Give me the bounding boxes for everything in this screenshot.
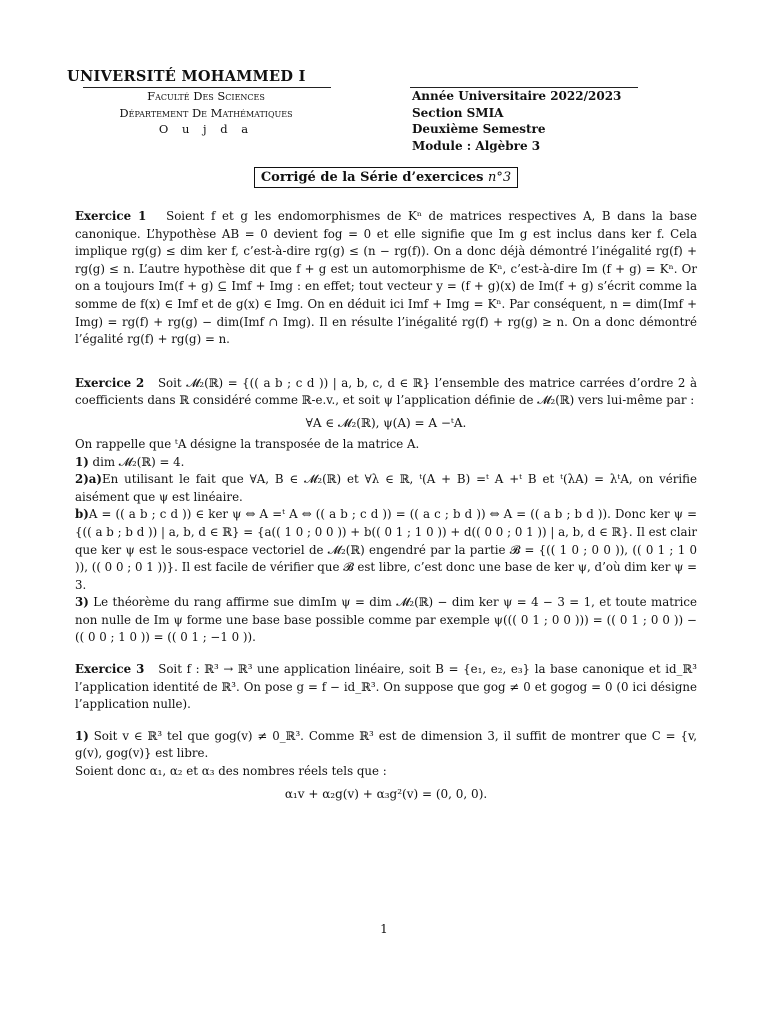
q2a-text: En utilisant le fait que ∀A, B ∈ 𝓜₂(ℝ) et ∀λ ∈ ℝ, ᵗ(A + B) =ᵗ A +ᵗ B et ᵗ(λA) = λᵗA, on vérifie aisément que ψ est linéaire. (75, 472, 697, 504)
exercise-3-q1b: Soient donc α₁, α₂ et α₃ des nombres réels tels que : (75, 764, 387, 779)
semester: Deuxième Semestre (412, 122, 546, 136)
exercise-3-intro-text: Soit f : ℝ³ → ℝ³ une application linéaire, soit B = {e₁, e₂, e₃} la base canonique et id_ℝ³ l’application identité de ℝ³. On pose g = f − id_ℝ³. On suppose que gog ≠ 0 et gogog = 0 (0 ici désigne l’application nulle). (75, 662, 697, 712)
exercise-3-equation: α₁v + α₂g(v) + α₃g²(v) = (0, 0, 0). (284, 786, 488, 801)
q1-label: 1) (75, 454, 89, 469)
exercise-2-recall: On rappelle que ᵗA désigne la transposée de la matrice A. (75, 436, 420, 451)
exercise-2-heading: Exercice 2 (75, 375, 145, 390)
q2b-text: A = (( a b ; c d )) ∈ ker ψ ⇔ A =ᵗ A ⇔ (( a b ; c d )) = (( a c ; b d )) ⇔ A = (( a b ; b d )). Donc ker ψ = {(( a b ; b d )) | a, b, d ∈ ℝ} = {a(( 1 0 ; 0 0 )) + b(( 0 1 ; 1 0 )) + d(( 0 0 ; 0 1 )) | a, b, d ∈ ℝ}. Il est clair que ker ψ est le sous-espace vectoriel de 𝓜₂(ℝ) engendré par la partie 𝓑 = {(( 1 0 ; 0 0 )), (( 0 1 ; 1 0 )), (( 0 0 ; 0 1 ))}. Il est facile de vérifier que 𝓑 est libre, c’est donc une base de ker ψ, d’où dim ker ψ = 3. (75, 507, 697, 592)
exercise-3-q1 (75, 728, 697, 763)
exercise-2-q2a (75, 471, 697, 506)
city-name: O u j d a (158, 122, 254, 136)
q3-label: 3) (75, 595, 89, 610)
ex3-q1-text: Soit v ∈ ℝ³ tel que gog(v) ≠ 0_ℝ³. Comme ℝ³ est de dimension 3, il suffit de montrer que C = {v, g(v), gog(v)} est libre. (75, 728, 698, 761)
page-title (254, 167, 518, 188)
exercise-2-definition: ∀A ∈ 𝓜₂(ℝ), ψ(A) = A −ᵗA. (305, 415, 467, 430)
ex3-q1-label: 1) (75, 728, 89, 743)
exercise-3-heading: Exercice 3 (75, 662, 145, 677)
q3-text: Le théorème du rang affirme sue dimIm ψ = dim 𝓜₂(ℝ) − dim ker ψ = 4 − 3 = 1, et toute matrice non nulle de Im ψ forme une base base possible comme par exemple ψ((( 0 1 ; 0 0 ))) = (( 0 1 ; 0 0 )) − (( 0 0 ; 1 0 )) = (( 0 1 ; −1 0 )). (75, 595, 697, 645)
page-number: 1 (380, 922, 388, 936)
exercise-1-heading: Exercice 1 (75, 209, 147, 223)
exercise-3-intro (75, 661, 697, 714)
exercise-2-intro-text: Soit 𝓜₂(ℝ) = {(( a b ; c d )) | a, b, c, d ∈ ℝ} l’ensemble des matrice carrées d’ordre 2 à coefficients dans ℝ considéré comme ℝ-e.v., et soit ψ l’application définie de 𝓜₂(ℝ) vers lui-même par : (75, 375, 697, 408)
header-right-block (412, 88, 652, 154)
university-name: UNIVERSITÉ MOHAMMED I (67, 68, 306, 85)
title-number: n°3 (488, 170, 512, 185)
faculty-name: Faculté Des Sciences (147, 89, 265, 103)
exercise-2-intro (75, 375, 697, 410)
exercise-1-text: Soient f et g les endomorphismes de Kⁿ de matrices respectives A, B dans la base canonique. L’hypothèse AB = 0 devient fog = 0 et elle signifie que Im g est inclus dans ker f. Cela implique rg(g) ≤ dim ker f, c’est-à-dire rg(g) ≤ (n − rg(f)). On a donc déjà démontré l’inégalité rg(f) + rg(g) ≤ n. L’autre hypothèse dit que f + g est un automorphisme de Kⁿ, c’est-à-dire Im (f + g) = Kⁿ. Or on a toujours Im(f + g) ⊆ Imf + Img : en effet; tout vecteur y = (f + g)(x) de Im(f + g) s’écrit comme la somme de f(x) ∈ Imf et de g(x) ∈ Img. On en déduit ici Imf + Img = Kⁿ. Par conséquent, n = dim(Imf + Img) = rg(f) + rg(g) − dim(Imf ∩ Img). Il en résulte l’inégalité rg(f) + rg(g) ≥ n. On a donc démontré l’égalité rg(f) + rg(g) = n. (75, 209, 697, 347)
q2b-label: b) (75, 507, 89, 522)
header-left-block (75, 88, 337, 138)
exercise-2-q3 (75, 594, 697, 647)
exercise-2-q1 (75, 454, 697, 472)
header (67, 68, 697, 160)
exercise-1 (75, 208, 697, 349)
q2a-label: 2)a) (75, 472, 103, 487)
title-text: Corrigé de la Série d’exercices (260, 170, 489, 185)
exercise-2-q2b (75, 506, 697, 594)
title-wrap (75, 166, 697, 188)
q1-text: dim 𝓜₂(ℝ) = 4. (92, 454, 185, 469)
module: Module : Algèbre 3 (412, 138, 541, 153)
academic-year: Année Universitaire 2022/2023 (412, 89, 622, 103)
department-name: Département De Mathématiques (119, 105, 293, 120)
section: Section SMIA (412, 105, 504, 120)
document-page (67, 68, 698, 807)
